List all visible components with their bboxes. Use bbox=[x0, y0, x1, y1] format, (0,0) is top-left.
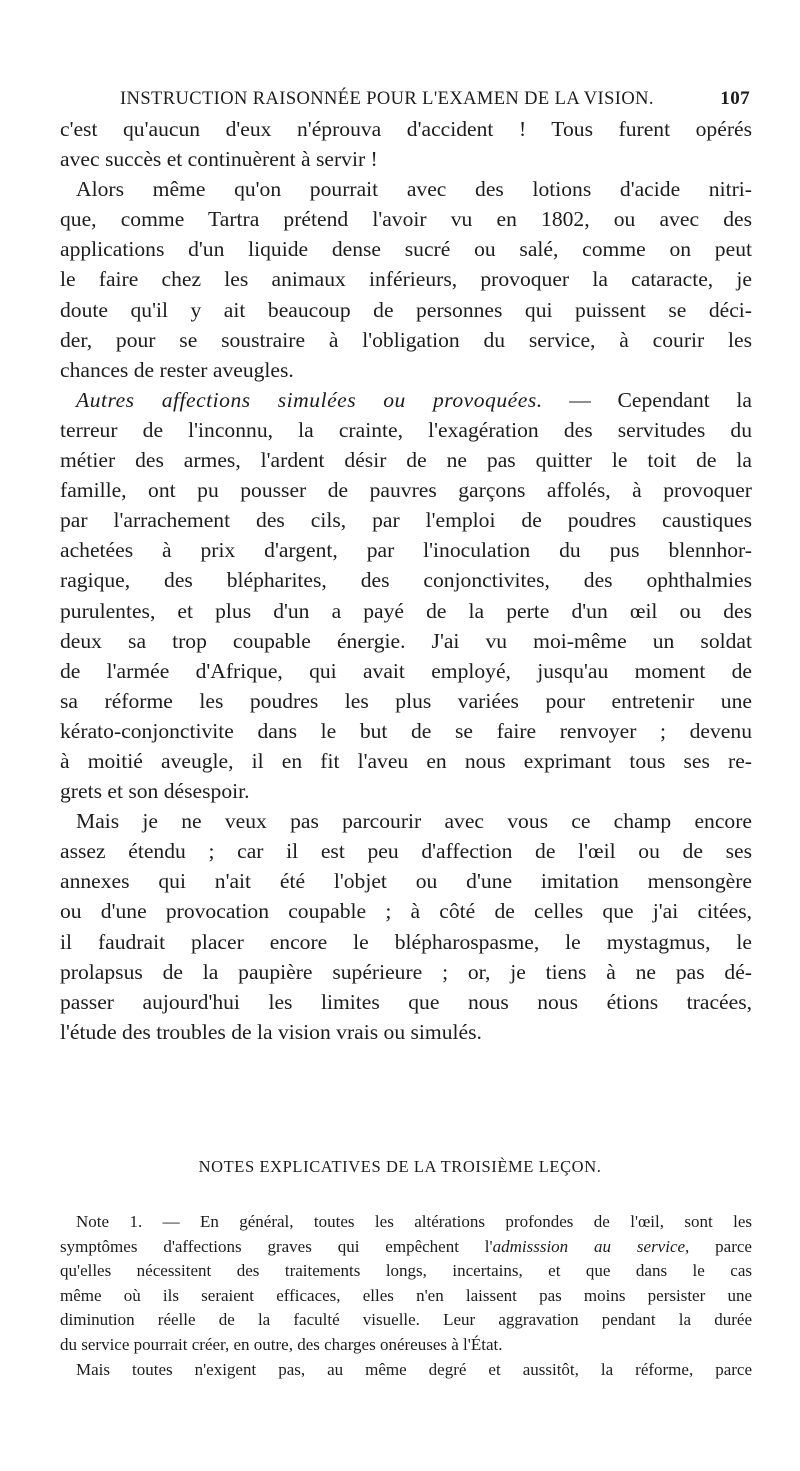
text-line: kérato-conjonctivite dans le but de se faire renvoyer ; devenu bbox=[60, 718, 752, 743]
text-line: à moitié aveugle, il en fit l'aveu en nous exprimant tous ses re- bbox=[60, 748, 752, 773]
text-line: prolapsus de la paupière supérieure ; or, je tiens à ne pas dé- bbox=[60, 959, 752, 984]
text-line: c'est qu'aucun d'eux n'éprouva d'accident ! Tous furent opérés bbox=[60, 117, 752, 141]
text-line: famille, ont pu pousser de pauvres garçons affolés, à provoquer bbox=[60, 478, 752, 503]
text-line: Mais je ne veux pas parcourir avec vous ce champ encore bbox=[76, 809, 752, 834]
note-line: diminution réelle de la faculté visuelle. Leur aggravation pendant la durée bbox=[60, 1310, 752, 1330]
notes-section bbox=[60, 1210, 752, 1382]
text-line: grets et son désespoir. bbox=[60, 779, 250, 804]
text-line: applications d'un liquide dense sucré ou salé, comme on peut bbox=[60, 237, 752, 262]
text-fragment: — Cependant la bbox=[542, 387, 753, 412]
running-head bbox=[120, 88, 750, 110]
text-line: sa réforme les poudres les plus variées pour entretenir une bbox=[60, 688, 752, 713]
text-line: der, pour se soustraire à l'obligation du service, à courir les bbox=[60, 327, 752, 352]
text-fragment: , parce bbox=[685, 1236, 752, 1256]
page-number: 107 bbox=[720, 88, 750, 109]
text-line: le faire chez les animaux inférieurs, provoquer la cataracte, je bbox=[60, 267, 752, 292]
text-line: ragique, des blépharites, des conjonctivites, des ophthalmies bbox=[60, 568, 752, 593]
text-line: achetées à prix d'argent, par l'inoculation du pus blennhor- bbox=[60, 538, 752, 563]
text-line: il faudrait placer encore le blépharospasme, le mystagmus, le bbox=[60, 929, 752, 954]
note-line: qu'elles nécessitent des traitements longs, incertains, et que dans le cas bbox=[60, 1261, 752, 1281]
note-line: du service pourrait créer, en outre, des charges onéreuses à l'État. bbox=[60, 1334, 503, 1354]
text-line: deux sa trop coupable énergie. J'ai vu moi-même un soldat bbox=[60, 628, 752, 653]
text-line: par l'arrachement des cils, par l'emploi de poudres caustiques bbox=[60, 508, 752, 533]
note-line: Note 1. — En général, toutes les altérations profondes de l'œil, sont les bbox=[76, 1212, 752, 1231]
text-line: purulentes, et plus d'un a payé de la perte d'un œil ou des bbox=[60, 598, 752, 623]
text-line: l'étude des troubles de la vision vrais ou simulés. bbox=[60, 1019, 482, 1044]
text-line: que, comme Tartra prétend l'avoir vu en 1802, ou avec des bbox=[60, 207, 752, 232]
note-line: Mais toutes n'exigent pas, au même degré et aussitôt, la réforme, parce bbox=[76, 1359, 752, 1379]
text-line: Alors même qu'on pourrait avec des lotions d'acide nitri- bbox=[76, 177, 752, 202]
text-line: terreur de l'inconnu, la crainte, l'exagération des servitudes du bbox=[60, 417, 752, 442]
note-line: même où ils seraient efficaces, elles n'en laissent pas moins persister une bbox=[60, 1285, 752, 1305]
text-line: chances de rester aveugles. bbox=[60, 357, 294, 382]
note-line bbox=[60, 1235, 752, 1260]
notes-title: NOTES EXPLICATIVES DE LA TROISIÈME LEÇON. bbox=[198, 1157, 602, 1176]
running-title: INSTRUCTION RAISONNÉE POUR L'EXAMEN DE LA VISION. bbox=[120, 89, 654, 109]
text-line: annexes qui n'ait été l'objet ou d'une imitation mensongère bbox=[60, 869, 752, 894]
text-line: ou d'une provocation coupable ; à côté de celles que j'ai citées, bbox=[60, 899, 752, 924]
text-line bbox=[60, 385, 752, 415]
text-line: passer aujourd'hui les limites que nous nous étions tracées, bbox=[60, 989, 752, 1014]
body-text bbox=[60, 114, 752, 1047]
text-fragment: symptômes d'affections graves qui empêchent l' bbox=[60, 1236, 493, 1256]
text-line: avec succès et continuèrent à servir ! bbox=[60, 147, 378, 172]
section-heading-italic: Autres affections simulées ou provoquées. bbox=[76, 387, 543, 412]
text-line: métier des armes, l'ardent désir de ne pas quitter le toit de la bbox=[60, 448, 752, 473]
text-line: de l'armée d'Afrique, qui avait employé, jusqu'au moment de bbox=[60, 658, 752, 683]
italic-term: admisssion au service bbox=[492, 1236, 686, 1256]
text-line: doute qu'il y ait beaucoup de personnes qui puissent se déci- bbox=[60, 297, 752, 322]
text-line: assez étendu ; car il est peu d'affection de l'œil ou de ses bbox=[60, 839, 752, 864]
